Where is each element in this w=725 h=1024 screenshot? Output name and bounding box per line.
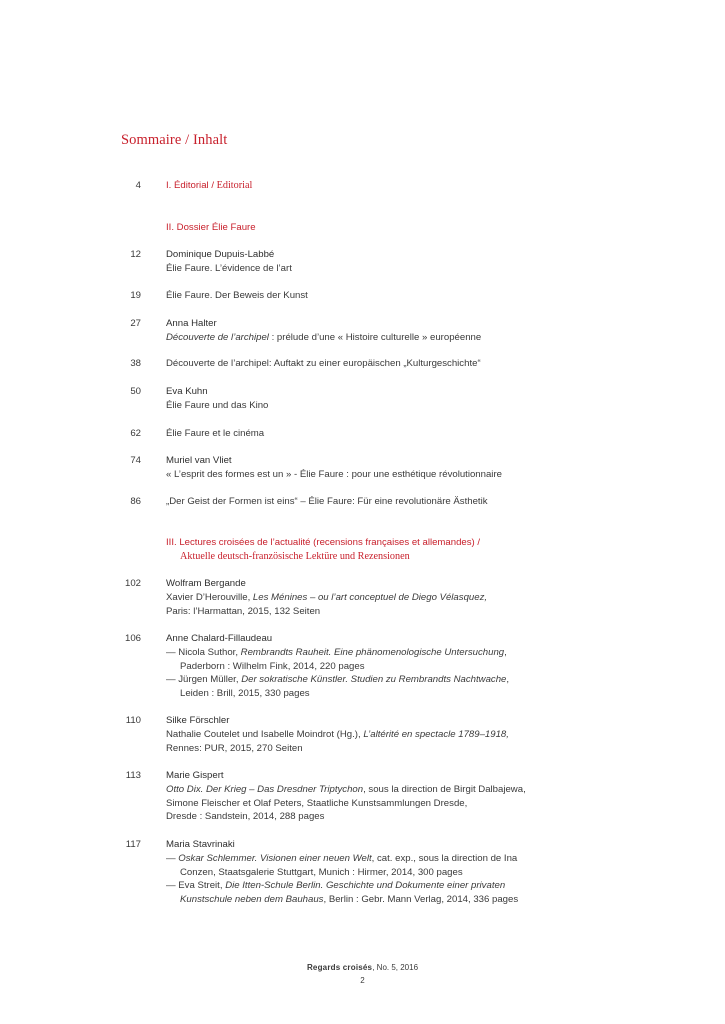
review-text: Dresde : Sandstein, 2014, 288 pages [166, 811, 325, 823]
journal-name: Regards croisés [306, 963, 373, 972]
page-number: 102 [124, 578, 141, 589]
book-title: Die Itten-Schule Berlin. Geschichte und Dokumente einer privaten [225, 880, 506, 892]
section-title: II. Dossier Élie Faure [166, 222, 256, 233]
review-text: Paris: l’Harmattan, 2015, 132 Seiten [166, 605, 321, 617]
page-number: 19 [130, 290, 141, 301]
author: Muriel van Vliet [166, 455, 232, 466]
page-number: 38 [130, 358, 141, 369]
book-title: Otto Dix. Der Krieg – Das Dresdner Triptychon [166, 783, 364, 795]
section-title-de: Editorial [216, 180, 253, 191]
article-title-italic: Découverte de l’archipel [166, 331, 269, 343]
page-number: 86 [130, 496, 141, 507]
section-title-fr: I. Éditorial / [166, 180, 217, 191]
journal-issue: , No. 5, 2016 [372, 963, 419, 972]
section-title-fr: III. Lectures croisées de l’actualité (recensions françaises et allemandes) / [166, 537, 481, 548]
review-text: Nathalie Coutelet und Isabelle Moindrot (Hg.), [166, 728, 364, 740]
review-text: — Jürgen Müller, [166, 674, 242, 686]
author: Marie Gispert [166, 770, 224, 781]
article-title: : prélude d’une « Histoire culturelle » européenne [268, 331, 482, 343]
article-title: Élie Faure und das Kino [166, 399, 269, 411]
article-title: „Der Geist der Formen ist eins“ – Élie Faure: Für eine revolutionäre Ästhetik [166, 496, 488, 507]
article-title: Élie Faure. L’évidence de l’art [166, 262, 292, 274]
review-text: — [166, 852, 179, 864]
review-text: — Nicola Suthor, [166, 646, 241, 658]
page-number: 62 [130, 428, 141, 439]
page-number: 50 [130, 386, 141, 397]
review-text: Simone Fleischer et Olaf Peters, Staatliche Kunstsammlungen Dresde, [166, 797, 468, 809]
book-title: Der sokratische Künstler. Studien zu Rembrandts Nachtwache [241, 674, 507, 686]
page-number: 110 [125, 715, 141, 726]
review-text: , [504, 646, 507, 658]
article-title: Élie Faure et le cinéma [166, 428, 265, 439]
page-number: 117 [125, 839, 141, 850]
review-text: , cat. exp., sous la direction de Ina [371, 852, 518, 864]
author: Wolfram Bergande [166, 578, 246, 589]
author: Silke Förschler [166, 715, 230, 726]
review-text: Leiden : Brill, 2015, 330 pages [180, 688, 310, 700]
author: Anna Halter [166, 318, 217, 329]
article-title: Découverte de l’archipel: Auftakt zu einer europäischen „Kulturgeschichte“ [166, 358, 481, 369]
review-text: , Berlin : Gebr. Mann Verlag, 2014, 336 pages [323, 894, 519, 906]
footer-journal [0, 963, 725, 972]
page-number: 4 [135, 180, 141, 191]
book-title: Kunstschule neben dem Bauhaus [180, 894, 324, 906]
author: Dominique Dupuis-Labbé [166, 249, 275, 260]
review-text: Conzen, Staatsgalerie Stuttgart, Munich : Hirmer, 2014, 300 pages [180, 866, 463, 878]
book-title: Les Ménines – ou l’art conceptuel de Diego Vélasquez, [252, 591, 488, 603]
review-text: Xavier D’Herouville, [166, 591, 253, 603]
review-text: , [506, 674, 510, 686]
footer-page-number: 2 [360, 976, 365, 985]
page-number: 113 [125, 770, 141, 781]
book-title: L’altérité en spectacle 1789–1918, [363, 728, 509, 740]
page-number: 106 [124, 633, 141, 644]
review-text: Rennes: PUR, 2015, 270 Seiten [166, 742, 303, 754]
author: Eva Kuhn [166, 386, 208, 397]
book-title: Oskar Schlemmer. Visionen einer neuen Welt [178, 852, 372, 864]
page-title: Sommaire / Inhalt [121, 132, 228, 148]
review-text: Paderborn : Wilhelm Fink, 2014, 220 pages [180, 660, 365, 672]
review-text: , sous la direction de Birgit Dalbajewa, [363, 783, 526, 795]
article-title: Élie Faure. Der Beweis der Kunst [166, 290, 308, 301]
review-text: — Eva Streit, [166, 880, 226, 892]
page-number: 12 [130, 249, 141, 260]
section-title-de: Aktuelle deutsch-französische Lektüre und Rezensionen [180, 550, 410, 562]
page-number: 27 [130, 318, 141, 329]
author: Maria Stavrinaki [166, 839, 235, 850]
page-number: 74 [130, 455, 141, 466]
book-title: Rembrandts Rauheit. Eine phänomenologische Untersuchung [240, 646, 505, 658]
author: Anne Chalard-Fillaudeau [166, 633, 273, 644]
article-title: « L’esprit des formes est un » - Élie Faure : pour une esthétique révolutionnaire [166, 468, 502, 480]
